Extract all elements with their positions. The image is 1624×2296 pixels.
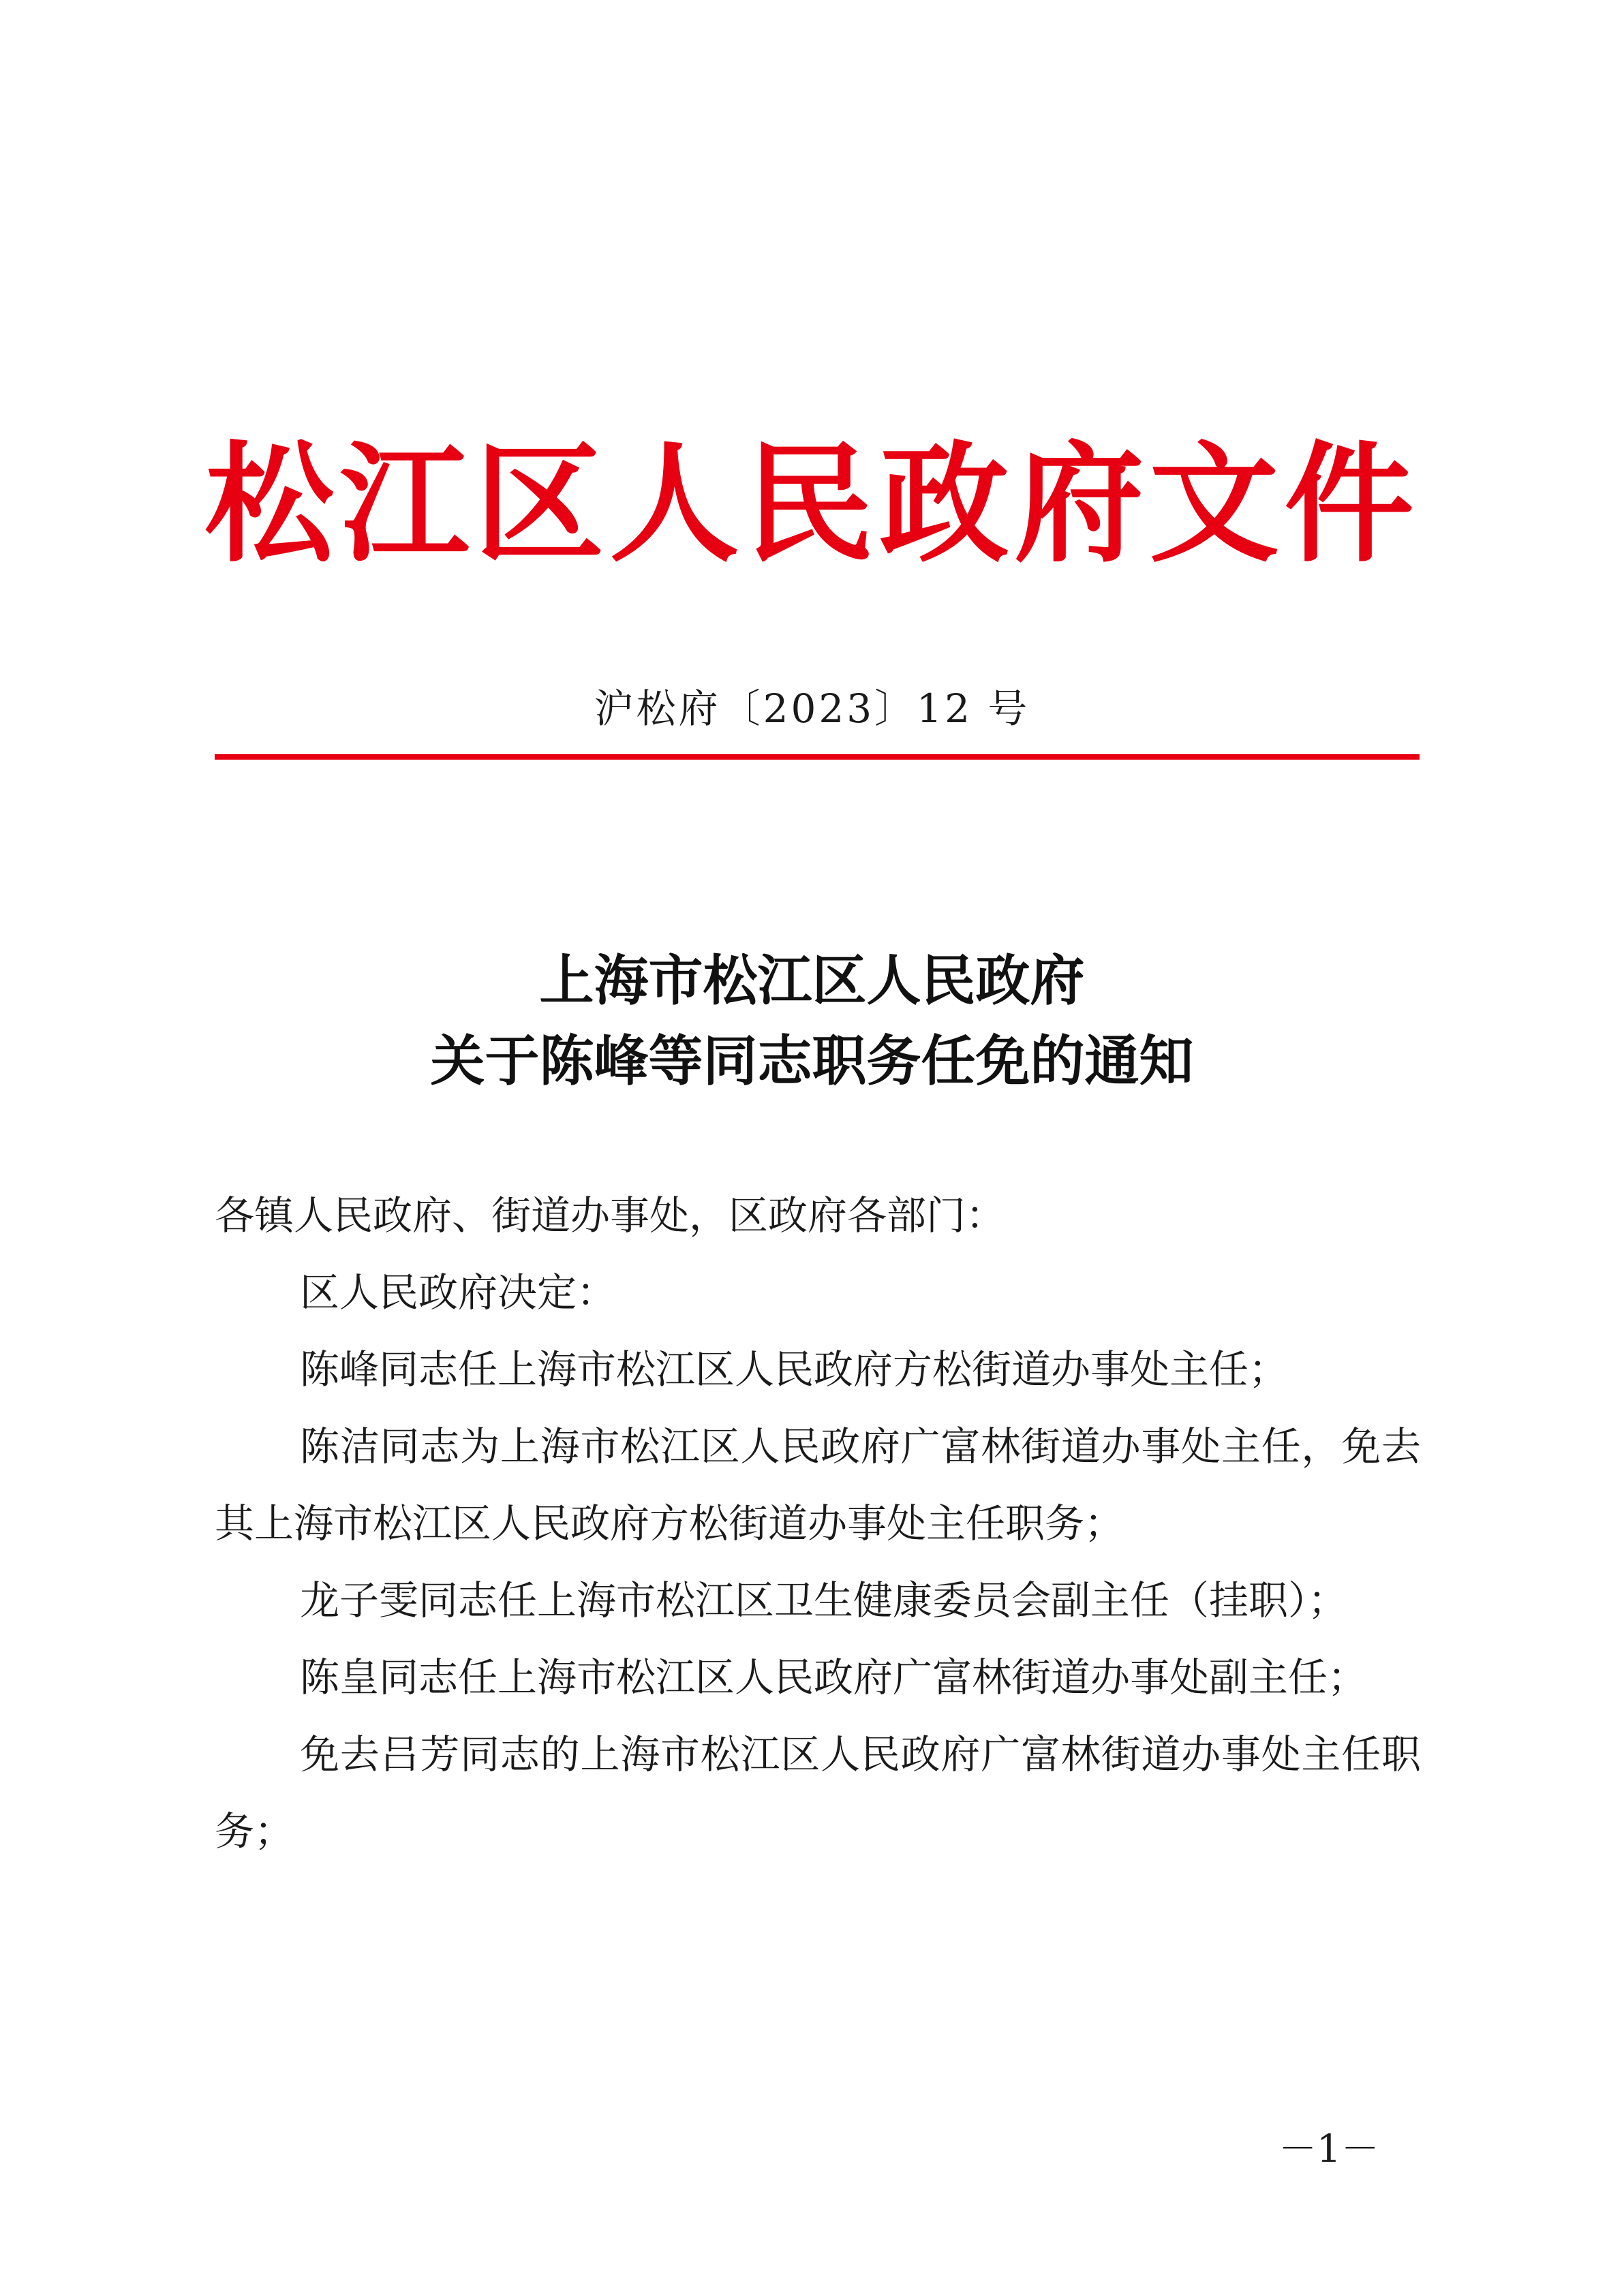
title-line-1: 上海市松江区人民政府 bbox=[539, 948, 1085, 1012]
body-paragraph: 陈峰同志任上海市松江区人民政府方松街道办事处主任； bbox=[300, 1346, 1289, 1393]
document-masthead: 松江区人民政府文件 bbox=[204, 428, 1420, 580]
document-title bbox=[0, 940, 1624, 1101]
body-paragraph: 龙子雯同志任上海市松江区卫生健康委员会副主任（挂职）； bbox=[300, 1577, 1348, 1624]
body-paragraph: 陈洁同志为上海市松江区人民政府广富林街道办事处主任，免去其上海市松江区人民政府方松街道办事处主任职务； bbox=[215, 1423, 1421, 1547]
red-separator-line bbox=[215, 754, 1420, 760]
body-paragraph: 免去吕芳同志的上海市松江区人民政府广富林街道办事处主任职务； bbox=[215, 1731, 1421, 1855]
addressee: 各镇人民政府、街道办事处，区政府各部门： bbox=[215, 1192, 1006, 1239]
document-body bbox=[215, 1177, 1421, 1870]
document-number: 沪松府〔2023〕12 号 bbox=[594, 685, 1030, 732]
page-number: －1－ bbox=[1278, 2127, 1379, 2171]
body-paragraph: 区人民政府决定： bbox=[300, 1269, 617, 1316]
body-paragraph: 陈皇同志任上海市松江区人民政府广富林街道办事处副主任； bbox=[300, 1654, 1368, 1701]
title-line-2: 关于陈峰等同志职务任免的通知 bbox=[430, 1029, 1194, 1093]
